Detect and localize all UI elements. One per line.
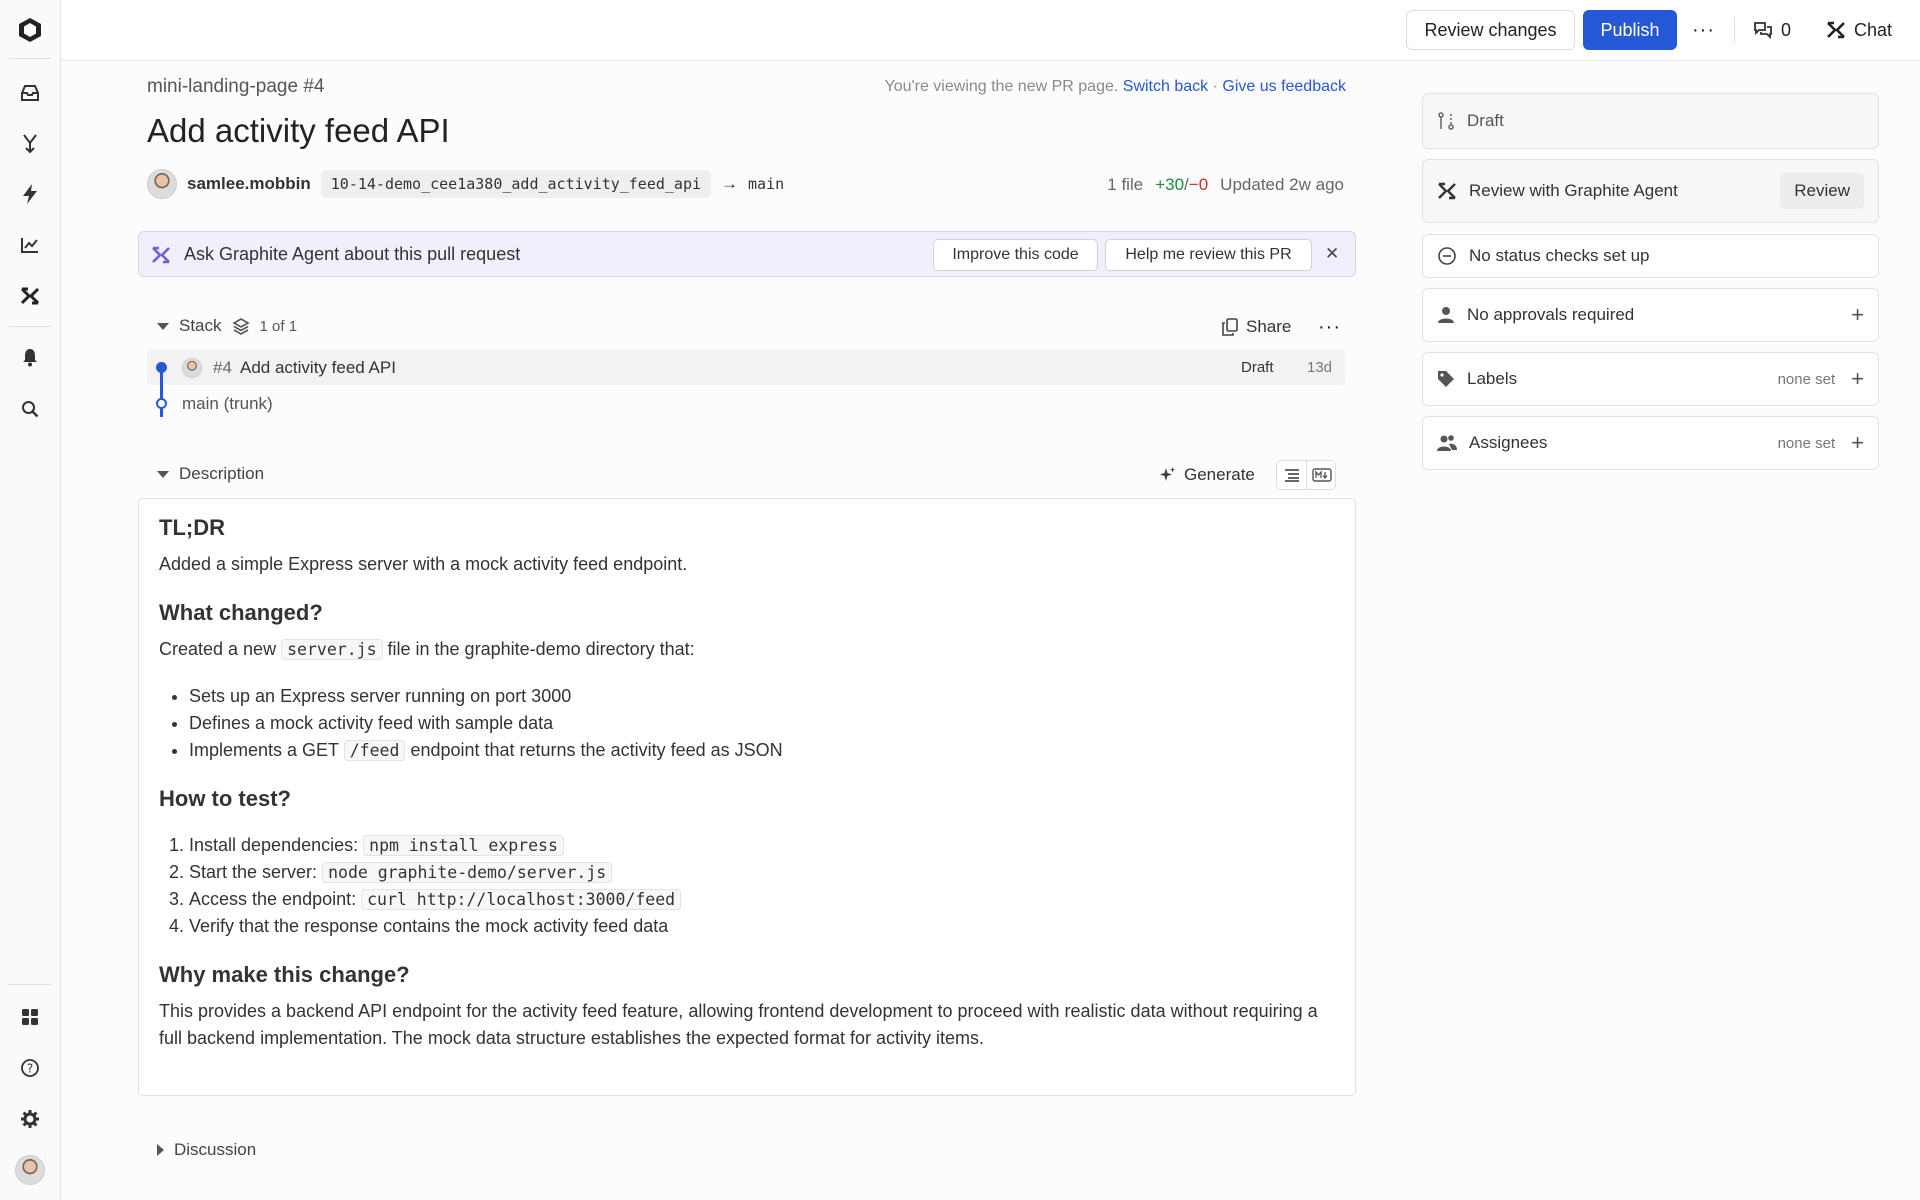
changed-text [159,636,1335,663]
agent-icon[interactable] [15,281,45,311]
review-changes-button[interactable]: Review changes [1406,10,1575,50]
chat-label: Chat [1854,19,1893,40]
comments-icon [1753,21,1773,39]
stack-item-age: 13d [1307,359,1333,376]
page-title: Add activity feed API [147,112,450,149]
agent-prompt-bar [138,231,1356,277]
list-item: • Sets up an Express server running on port 3000 [189,683,1335,710]
review-agent-label: Review with Graphite Agent [1469,181,1678,200]
assignees-label: Assignees [1469,433,1548,452]
assignees-value: none set [1777,434,1836,452]
status-badge: Draft [1241,359,1274,376]
files-changed[interactable]: 1 file [1107,175,1144,194]
svg-text:?: ? [26,1061,34,1076]
bell-icon[interactable] [15,342,45,372]
stack-node-trunk [156,398,167,409]
help-icon[interactable] [15,1053,45,1083]
list-icon [1284,468,1300,482]
draft-status [1422,93,1879,149]
stack-item-title: Add activity feed API [240,358,396,377]
sparkle-icon [1158,466,1176,484]
changed-heading: What changed? [159,600,323,625]
labels-value: none set [1777,370,1836,388]
add-label-button[interactable]: + [1851,366,1864,391]
discussion-label: Discussion [174,1140,257,1159]
add-assignee-button[interactable]: + [1851,430,1864,455]
agent-icon [1826,21,1846,39]
labels-card [1422,352,1879,406]
comments-count: 0 [1781,19,1792,40]
publish-button[interactable]: Publish [1583,10,1677,50]
stack-label: Stack [179,316,222,335]
agent-icon [1437,182,1457,200]
pr-meta [147,168,784,200]
logo-icon[interactable] [15,15,45,45]
base-branch[interactable]: main [748,175,785,193]
tldr-heading: TL;DR [159,515,225,540]
list-item: • Defines a mock activity feed with sample data [189,710,1335,737]
author-avatar[interactable] [147,169,177,199]
chevron-right-icon [157,1144,164,1156]
breadcrumb[interactable]: mini-landing-page #4 [147,76,325,97]
draft-pr-icon [1437,112,1455,130]
stack-item-number: #4 [213,358,232,377]
approvals-card [1422,288,1879,342]
inline-code: npm install express [363,835,564,856]
status-checks-label: No status checks set up [1469,246,1650,265]
test-steps [159,832,1335,940]
viewing-text: You're viewing the new PR page. [884,78,1119,95]
copy-icon [1222,318,1238,336]
approvals-label: No approvals required [1467,305,1635,324]
generate-button[interactable] [1158,455,1255,495]
inline-code: server.js [281,639,382,660]
description-toggle[interactable] [157,464,264,484]
why-text: This provides a backend API endpoint for the activity feed feature, allowing frontend development to proceed with realistic data without requiring a full backend implementation. The mock data structure establishes the expected format for activity items. [159,1001,1318,1048]
new-pr-page-notice [885,78,1346,96]
stack-connector [160,367,163,417]
markdown-view-button[interactable] [1307,461,1336,489]
diff-separator: / [1184,175,1189,194]
tldr-text: Added a simple Express server with a mock activity feed endpoint. [159,554,688,574]
close-icon[interactable]: ✕ [1325,244,1340,263]
agent-prompt-label[interactable]: Ask Graphite Agent about this pull request [184,244,521,264]
changed-post: file in the graphite-demo directory that: [387,639,695,659]
test-heading: How to test? [159,786,291,811]
feedback-link[interactable]: Give us feedback [1222,78,1346,95]
improve-code-button[interactable]: Improve this code [933,239,1098,271]
apps-icon[interactable] [15,1002,45,1032]
draft-label: Draft [1467,111,1504,130]
merge-icon[interactable] [15,128,45,158]
labels-label: Labels [1467,369,1518,388]
inbox-icon[interactable] [15,78,45,108]
chart-icon[interactable] [15,230,45,260]
share-label: Share [1246,317,1292,336]
updated-time: Updated 2w ago [1220,175,1344,194]
list-item: 3. Access the endpoint: curl http://localhost:3000/feed [189,886,1335,913]
deletions-count: −0 [1188,175,1209,194]
stack-count: 1 of 1 [259,317,298,335]
left-rail [0,0,61,1200]
inline-code: /feed [344,740,406,761]
top-bar [61,0,1920,61]
chevron-down-icon [157,323,169,330]
view-mode-toggle [1276,460,1336,490]
bolt-icon[interactable] [15,179,45,209]
people-icon [1437,434,1457,452]
generate-label: Generate [1184,465,1255,484]
chevron-down-icon [157,471,169,478]
inline-code: node graphite-demo/server.js [322,862,612,883]
layers-icon [232,317,250,335]
add-reviewer-button[interactable]: + [1851,302,1864,327]
bullet3-post: endpoint that returns the activity feed as JSON [410,740,783,760]
pr-stats [1107,175,1344,195]
branch-name[interactable]: 10-14-demo_cee1a380_add_activity_feed_api [321,170,711,198]
review-button[interactable]: Review [1780,173,1864,209]
why-heading: Why make this change? [159,962,410,987]
markdown-icon [1312,468,1332,482]
switch-back-link[interactable]: Switch back [1122,78,1209,95]
stack-node-current [156,362,167,373]
trunk-label[interactable]: main (trunk) [182,394,273,413]
discussion-toggle[interactable] [157,1140,256,1160]
search-icon[interactable] [15,394,45,424]
description-body [138,498,1356,1096]
settings-icon[interactable] [15,1104,45,1134]
stack-more-button[interactable]: ··· [1318,315,1341,338]
status-checks [1422,234,1879,278]
stack-toggle[interactable] [157,316,297,336]
list-item: 2. Start the server: node graphite-demo/server.js [189,859,1335,886]
author-name[interactable]: samlee.mobbin [187,174,311,193]
list-item [189,737,1335,764]
stack-item[interactable] [147,350,1345,385]
comments-button[interactable] [1753,10,1791,50]
inline-code: curl http://localhost:3000/feed [361,889,681,910]
minus-circle-icon [1437,246,1457,266]
list-item: 1. Install dependencies: npm install express [189,832,1335,859]
list-item: 4. Verify that the response contains the mock activity feed data [189,913,1335,940]
review-agent-card [1422,159,1879,223]
separator: · [1212,78,1218,95]
more-actions-button[interactable]: ··· [1692,18,1715,41]
share-button[interactable] [1222,307,1291,347]
help-review-button[interactable]: Help me review this PR [1105,239,1312,271]
agent-icon [151,246,171,264]
bullet3-pre: Implements a GET [189,740,339,760]
additions-count: +30 [1155,175,1185,194]
tag-icon [1437,370,1455,388]
rendered-view-button[interactable] [1277,461,1307,489]
person-icon [1437,306,1455,324]
changed-pre: Created a new [159,639,277,659]
chat-button[interactable] [1826,10,1892,50]
changed-list [159,683,1335,764]
assignees-card [1422,416,1879,470]
description-label: Description [179,464,265,483]
user-avatar[interactable] [15,1155,45,1185]
arrow-icon: → [721,174,739,193]
